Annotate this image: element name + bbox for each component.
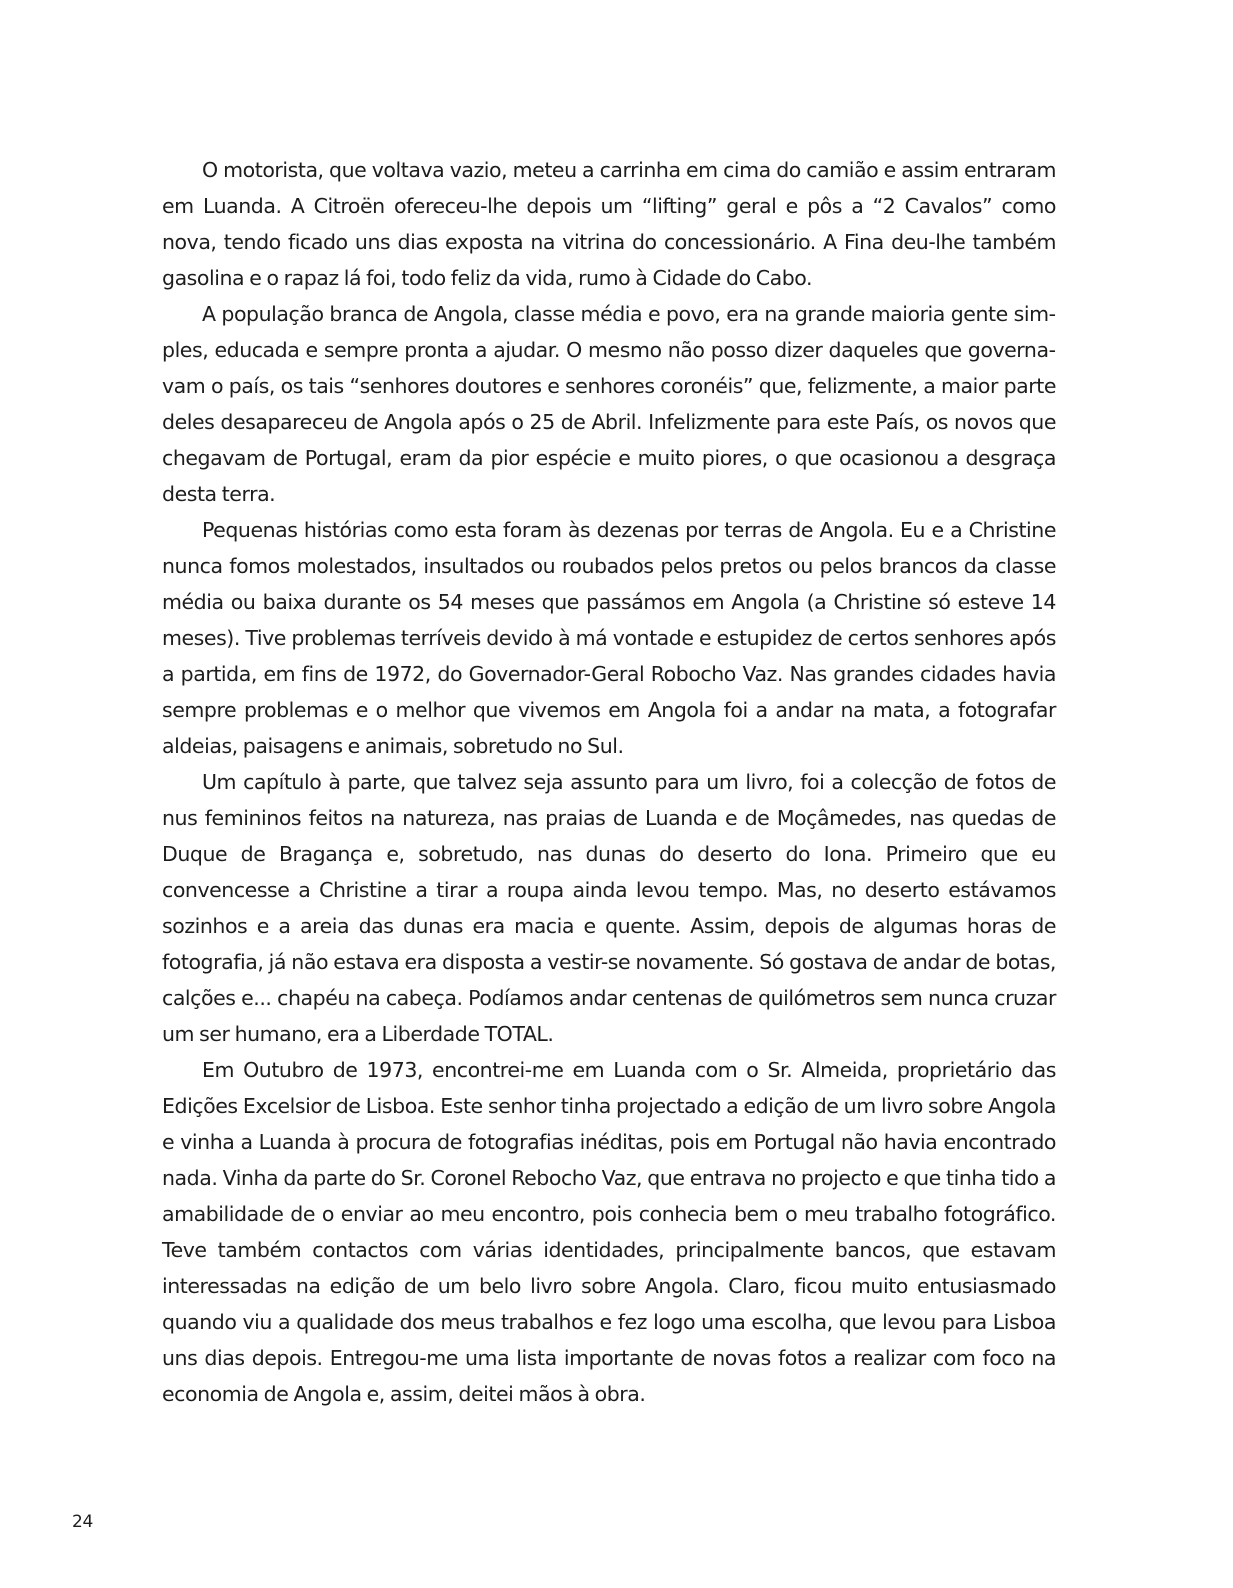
paragraph-4: Um capítulo à parte, que talvez seja assunto para um livro, foi a colecção de fotos de nus femininos feitos na natureza, nas praias de Luanda e de Moçâmedes, nas quedas de Duque de Bragança e, sobretudo, nas dunas do deserto do Iona. Primeiro que eu convencesse a Christine a tirar a roupa ainda levou tempo. Mas, no deserto estávamos sozinhos e a areia das dunas era macia e quente. Assim, depois de algumas horas de fotografia, já não estava era disposta a vestir-se novamente. Só gostava de andar de botas, calções e... chapéu na cabeça. Podíamos andar centenas de quilómetros sem nunca cruzar um ser humano, era a Liberdade TOTAL. bbox=[162, 770, 1056, 1046]
paragraph-1: O motorista, que voltava vazio, meteu a carrinha em cima do camião e assim entraram em Luanda. A Citroën ofereceu-lhe depois um “lifting” geral e pôs a “2 Cavalos” como nova, tendo ficado uns dias exposta na vitrina do concessionário. A Fina deu-lhe também gasolina e o rapaz lá foi, todo feliz da vida, rumo à Cidade do Cabo. bbox=[162, 158, 1056, 290]
paragraph-3: Pequenas histórias como esta foram às dezenas por terras de Angola. Eu e a Christine nunca fomos molestados, insultados ou roubados pelos pretos ou pelos brancos da classe média ou baixa durante os 54 meses que passámos em Angola (a Christine só esteve 14 meses). Tive problemas terríveis devido à má vontade e estupidez de certos senhores após a partida, em fins de 1972, do Governador-Geral Robocho Vaz. Nas grandes cidades havia sempre problemas e o melhor que vivemos em Angola foi a andar na mata, a fotografar aldeias, paisagens e animais, sobretudo no Sul. bbox=[162, 518, 1056, 758]
paragraph-5: Em Outubro de 1973, encontrei-me em Luanda com o Sr. Almeida, proprietário das Edições Excelsior de Lisboa. Este senhor tinha projectado a edição de um livro sobre Angola e vinha a Luanda à procura de fotografias inéditas, pois em Portugal não havia encontrado nada. Vinha da parte do Sr. Coronel Rebocho Vaz, que entrava no projecto e que tinha tido a amabilidade de o enviar ao meu encontro, pois conhecia bem o meu trabalho fotográfico. Teve também contactos com várias identidades, principalmente bancos, que estavam interessadas na edição de um belo livro sobre Angola. Claro, ficou muito entusiasmado quando viu a qualidade dos meus trabalhos e fez logo uma escolha, que levou para Lisboa uns dias depois. Entregou-me uma lista importante de novas fotos a realizar com foco na economia de Angola e, assim, deitei mãos à obra. bbox=[162, 1058, 1056, 1406]
page-number: 24 bbox=[72, 1512, 94, 1532]
body-text bbox=[162, 152, 1056, 1412]
paragraph-2: A população branca de Angola, classe média e povo, era na grande maioria gente simples, educada e sempre pronta a ajudar. O mesmo não posso dizer daqueles que governavam o país, os tais “senhores doutores e senhores coronéis” que, felizmente, a maior parte deles desapareceu de Angola após o 25 de Abril. Infelizmente para este País, os novos que chegavam de Portugal, eram da pior espécie e muito piores, o que ocasionou a desgraça desta terra. bbox=[162, 302, 1056, 506]
